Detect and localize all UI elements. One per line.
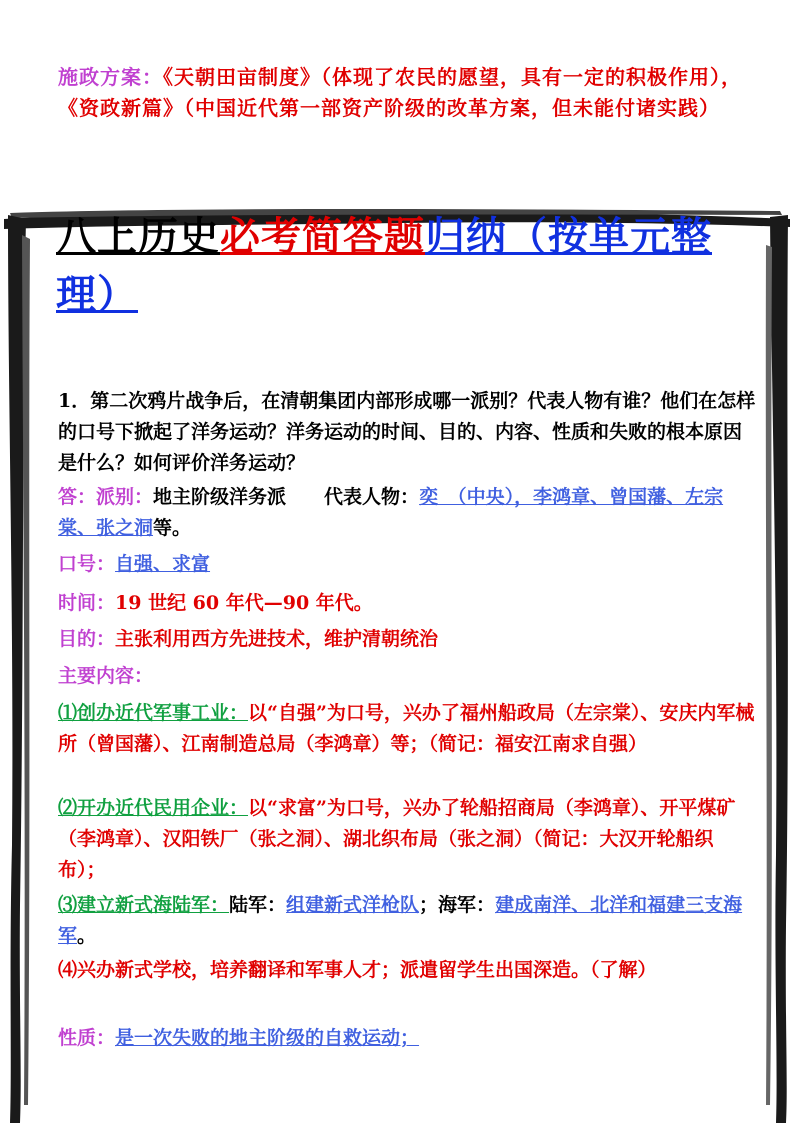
policy-paragraph	[58, 62, 748, 124]
question-1: 1．第二次鸦片战争后，在清朝集团内部形成哪一派别？代表人物有谁？他们在怎样的口号下掀起了洋务运动？洋务运动的时间、目的、内容、性质和失败的根本原因是什么？如何评价洋务运动？	[58, 390, 756, 474]
item-1-head: ⑴创办近代军事工业：	[58, 702, 249, 724]
answer-time-line	[58, 588, 758, 619]
item-3-land-label: 陆军：	[229, 894, 287, 916]
answer-content-label-line	[58, 661, 758, 692]
nature-value: 是一次失败的地主阶级的自救运动；	[115, 1027, 420, 1049]
item-3-head: ⑶建立新式海陆军：	[58, 894, 230, 916]
content-label: 主要内容：	[58, 665, 154, 687]
representatives-value: 奕 （中央），李鸿章、曾国藩、左宗棠、张之洞	[58, 486, 724, 539]
faction-value: 地主阶级洋务派	[153, 486, 287, 508]
item-4-text: ⑷兴办新式学校，培养翻译和军事人才；派遣留学生出国深造。（了解）	[58, 959, 657, 981]
representatives-label: 代表人物：	[324, 486, 420, 508]
answer-slogan-line	[58, 549, 758, 580]
content-item-2	[58, 793, 758, 886]
purpose-label: 目的：	[58, 628, 116, 650]
content-item-4	[58, 955, 758, 986]
content-item-3	[58, 890, 758, 952]
item-3-land-value: 组建新式洋枪队	[286, 894, 420, 916]
time-value: 19 世纪 60 年代—90 年代。	[115, 592, 373, 614]
nature-label: 性质：	[58, 1027, 116, 1049]
content-item-1	[58, 698, 758, 760]
policy-label: 施政方案：	[58, 65, 163, 89]
slogan-label: 口号：	[58, 553, 116, 575]
title-part-1: 八上历史	[56, 213, 220, 260]
item-2-head: ⑵开办近代民用企业：	[58, 797, 249, 819]
item-1-body: 以“自强”为口号，兴办了福州船政局（左宗棠）、安庆内军械所（曾国藩）、江南制造总局（李鸿章）等；（简记：福安江南求自强）	[58, 702, 755, 755]
item-3-end: 。	[77, 925, 97, 947]
title-part-3: 归纳（按单元整理）	[56, 213, 712, 318]
faction-label: 答：派别：	[58, 486, 154, 508]
representatives-suffix: 等。	[153, 517, 192, 539]
answer-purpose-line	[58, 624, 758, 655]
title-part-2: 必考简答题	[220, 213, 425, 260]
policy-body: 《天朝田亩制度》（体现了农民的愿望，具有一定的积极作用），《资政新篇》（中国近代第一部资产阶级的改革方案，但未能付诸实践）	[58, 65, 742, 120]
page-title	[56, 208, 756, 324]
item-3-sea-value: 建成南洋、北洋和福建三支海军	[58, 894, 743, 947]
item-3-sea-label: ；海军：	[419, 894, 496, 916]
answer-faction-line	[58, 482, 758, 544]
slogan-value: 自强、求富	[115, 553, 211, 575]
time-label: 时间：	[58, 592, 116, 614]
answer-nature-line	[58, 1023, 758, 1054]
purpose-value: 主张利用西方先进技术，维护清朝统治	[115, 628, 439, 650]
item-2-body: 以“求富”为口号，兴办了轮船招商局（李鸿章）、开平煤矿（李鸿章）、汉阳铁厂（张之洞）、湖北织布局（张之洞）（简记：大汉开轮船织布）；	[58, 797, 736, 881]
